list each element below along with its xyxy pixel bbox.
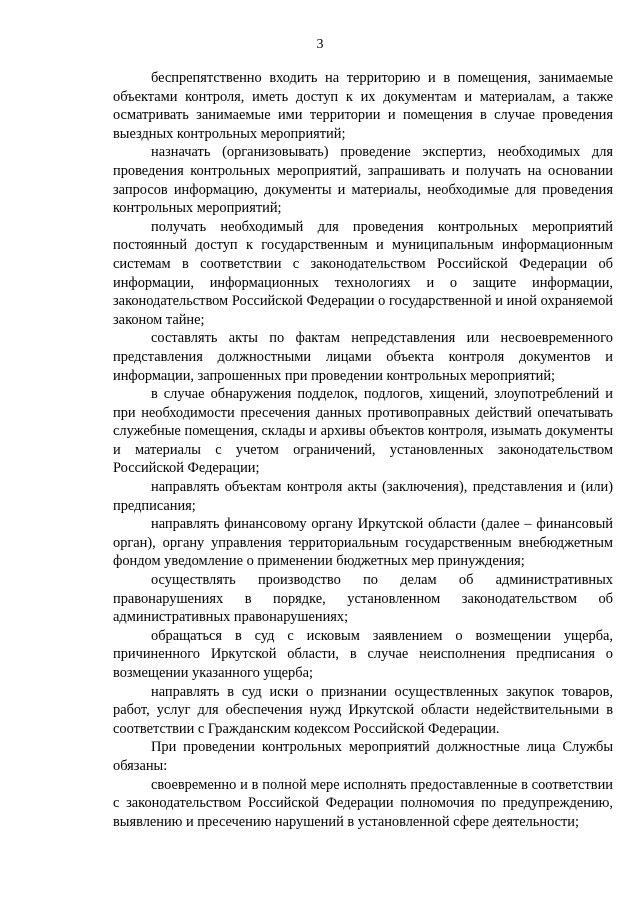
paragraph: осуществлять производство по делам об административных правонарушениях в порядке, установленном законодательством об административных правонарушениях; [113, 572, 613, 626]
paragraph: получать необходимый для проведения контрольных мероприятий постоянный доступ к государственным и муниципальным информационным системам в соответствии с законодательством Российской Федерации об информации, информационных технологиях и о защите информации, законодательством Российской Федерации о государственной и иной охраняемой законом тайне; [113, 218, 613, 328]
page-number: 3 [316, 37, 324, 52]
paragraph: в случае обнаружения подделок, подлогов, хищений, злоупотреблений и при необходимости пресечения данных противоправных действий опечатывать служебные помещения, склады и архивы объектов контроля, изымать документы и материалы с учетом ограничений, установленных законодательством Российской Федерации; [113, 386, 613, 477]
paragraph: назначать (организовывать) проведение экспертиз, необходимых для проведения контрольных мероприятий, запрашивать и получать на основании запросов информацию, документы и материалы, необходимые для проведения контрольных мероприятий; [113, 144, 613, 217]
paragraph: составлять акты по фактам непредставления или несвоевременного представления должностными лицами объекта контроля документов и информации, запрошенных при проведении контрольных мероприятий; [113, 330, 613, 384]
paragraph: направлять в суд иски о признании осуществленных закупок товаров, работ, услуг для обеспечения нужд Иркутской области недействительными в соответствии с Гражданским кодексом Российской Федерации. [113, 683, 613, 737]
paragraph: обращаться в суд с исковым заявлением о возмещении ущерба, причиненного Иркутской области, в случае неисполнения предписания о возмещении указанного ущерба; [113, 627, 613, 681]
paragraph: своевременно и в полной мере исполнять предоставленные в соответствии с законодательством Российской Федерации полномочия по предупреждению, выявлению и пресечению нарушений в установленной сфере деятельности; [113, 776, 613, 830]
document-body [113, 69, 613, 831]
paragraph: направлять финансовому органу Иркутской области (далее – финансовый орган), органу управления территориальным государственным внебюджетным фондом уведомление о применении бюджетных мер принуждения; [113, 516, 613, 570]
paragraph: беспрепятственно входить на территорию и в помещения, занимаемые объектами контроля, иметь доступ к их документам и материалам, а также осматривать занимаемые ими территории и помещения в случае проведения выездных контрольных мероприятий; [113, 70, 613, 142]
paragraph: При проведении контрольных мероприятий должностные лица Службы обязаны: [113, 739, 613, 774]
paragraph: направлять объектам контроля акты (заключения), представления и (или) предписания; [113, 479, 613, 514]
